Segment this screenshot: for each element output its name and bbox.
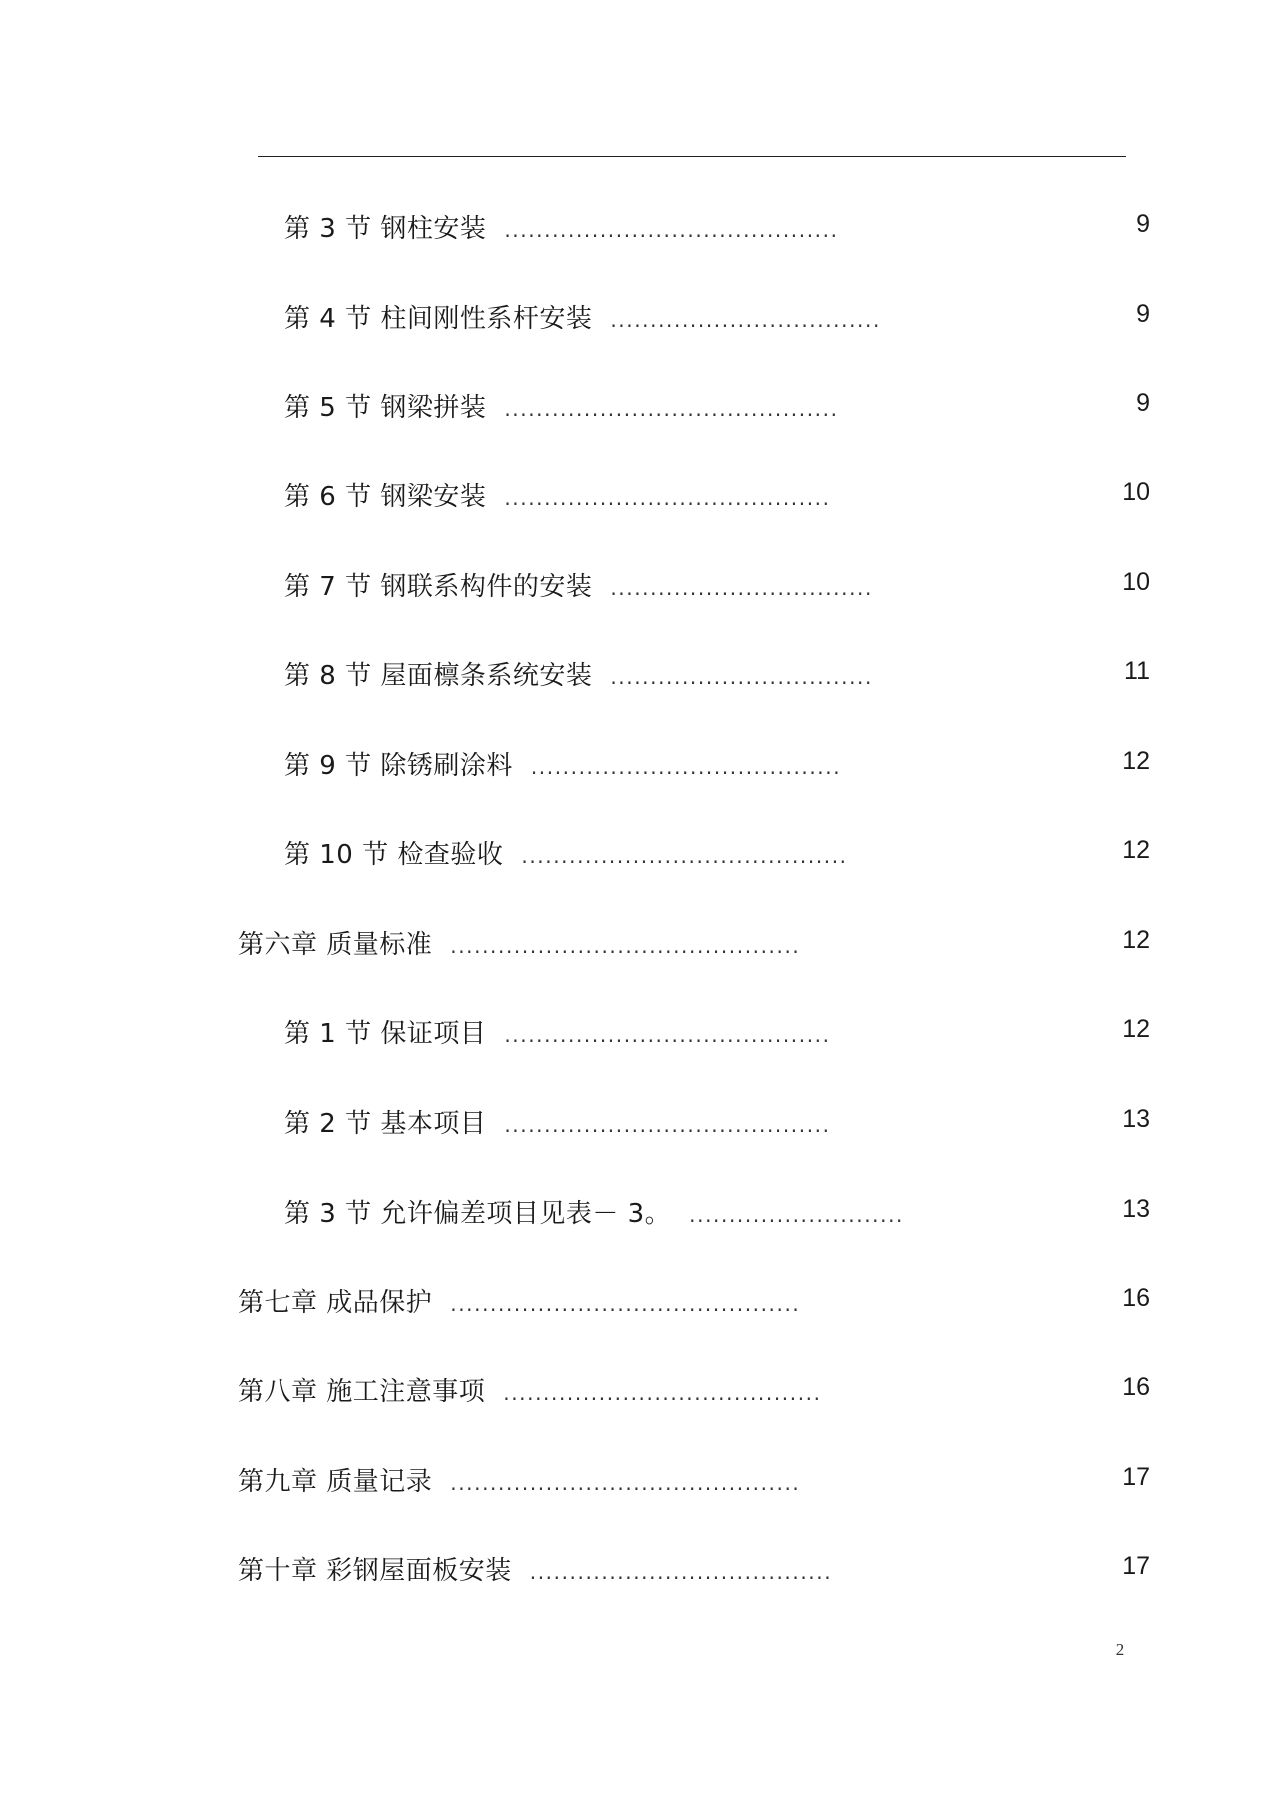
toc-page-number: 12 xyxy=(1122,1015,1150,1043)
toc-entry-label: 第 1 节 保证项目 xyxy=(284,1018,487,1049)
toc-entry[interactable] xyxy=(284,1011,831,1051)
toc-entry[interactable] xyxy=(284,206,839,246)
toc-entry[interactable] xyxy=(284,474,831,514)
toc-entry-label: 第 8 节 屋面檩条系统安装 xyxy=(284,660,593,691)
toc-leader-dots: .......................................... xyxy=(504,218,839,242)
toc-entry-label: 第八章 施工注意事项 xyxy=(238,1376,486,1407)
toc-leader-dots: ......................................... xyxy=(504,486,831,510)
toc-page-number: 12 xyxy=(1122,836,1150,864)
toc-page-number: 17 xyxy=(1122,1463,1150,1491)
toc-page-number: 16 xyxy=(1122,1284,1150,1312)
toc-page-number: 13 xyxy=(1122,1105,1150,1133)
toc-entry-label: 第七章 成品保护 xyxy=(238,1287,433,1318)
toc-page-number: 12 xyxy=(1122,926,1150,954)
toc-chapter-entry[interactable] xyxy=(238,922,800,962)
toc-page-number: 16 xyxy=(1122,1373,1150,1401)
toc-leader-dots: ............................................ xyxy=(450,934,801,958)
toc-leader-dots: ........................... xyxy=(689,1203,905,1227)
toc-page-number: 10 xyxy=(1122,568,1150,596)
toc-entry-label: 第 2 节 基本项目 xyxy=(284,1108,487,1139)
toc-entry[interactable] xyxy=(284,296,881,336)
toc-entry-label: 第 3 节 钢柱安装 xyxy=(284,213,487,244)
toc-chapter-entry[interactable] xyxy=(238,1459,800,1499)
toc-entry-label: 第 5 节 钢梁拼装 xyxy=(284,392,487,423)
toc-entry-label: 第 10 节 检查验收 xyxy=(284,839,504,870)
toc-entry-label: 第 6 节 钢梁安装 xyxy=(284,481,487,512)
toc-entry-label: 第十章 彩钢屋面板安装 xyxy=(238,1555,512,1586)
toc-leader-dots: ......................................... xyxy=(521,844,848,868)
toc-leader-dots: .......................................... xyxy=(504,397,839,421)
toc-leader-dots: ............................................ xyxy=(450,1471,801,1495)
toc-entry-label: 第 4 节 柱间刚性系杆安装 xyxy=(284,303,593,334)
toc-page-number: 17 xyxy=(1122,1552,1150,1580)
toc-chapter-entry[interactable] xyxy=(238,1369,822,1409)
toc-chapter-entry[interactable] xyxy=(238,1548,832,1588)
toc-page-number: 10 xyxy=(1122,478,1150,506)
toc-leader-dots: ............................................ xyxy=(450,1292,801,1316)
toc-leader-dots: ................................. xyxy=(610,665,873,689)
toc-page-number: 9 xyxy=(1136,300,1150,328)
toc-entry[interactable] xyxy=(284,743,841,783)
toc-leader-dots: ................................. xyxy=(610,576,873,600)
toc-entry-label: 第 7 节 钢联系构件的安装 xyxy=(284,571,593,602)
toc-leader-dots: ........................................ xyxy=(503,1381,822,1405)
toc-entry[interactable] xyxy=(284,1191,904,1231)
toc-leader-dots: ....................................... xyxy=(530,755,842,779)
toc-entry[interactable] xyxy=(284,1101,831,1141)
toc-leader-dots: ...................................... xyxy=(529,1560,833,1584)
toc-page-number: 9 xyxy=(1136,210,1150,238)
toc-page-number: 12 xyxy=(1122,747,1150,775)
toc-page-number: 13 xyxy=(1122,1195,1150,1223)
toc-leader-dots: ......................................... xyxy=(504,1023,831,1047)
toc-chapter-entry[interactable] xyxy=(238,1280,800,1320)
toc-entry[interactable] xyxy=(284,385,839,425)
toc-entry-label: 第六章 质量标准 xyxy=(238,929,433,960)
toc-entry-label: 第 3 节 允许偏差项目见表－ 3。 xyxy=(284,1198,672,1229)
toc-entry-label: 第 9 节 除锈刷涂料 xyxy=(284,750,513,781)
toc-entry-label: 第九章 质量记录 xyxy=(238,1466,433,1497)
toc-entry[interactable] xyxy=(284,653,873,693)
toc-leader-dots: .................................. xyxy=(610,308,881,332)
toc-entry[interactable] xyxy=(284,564,873,604)
toc-leader-dots: ......................................... xyxy=(504,1113,831,1137)
toc-entry[interactable] xyxy=(284,832,848,872)
toc-page-number: 9 xyxy=(1136,389,1150,417)
footer-page-number: 2 xyxy=(1115,1640,1125,1659)
toc-page-number: 11 xyxy=(1124,657,1150,685)
header-rule xyxy=(258,156,1126,157)
